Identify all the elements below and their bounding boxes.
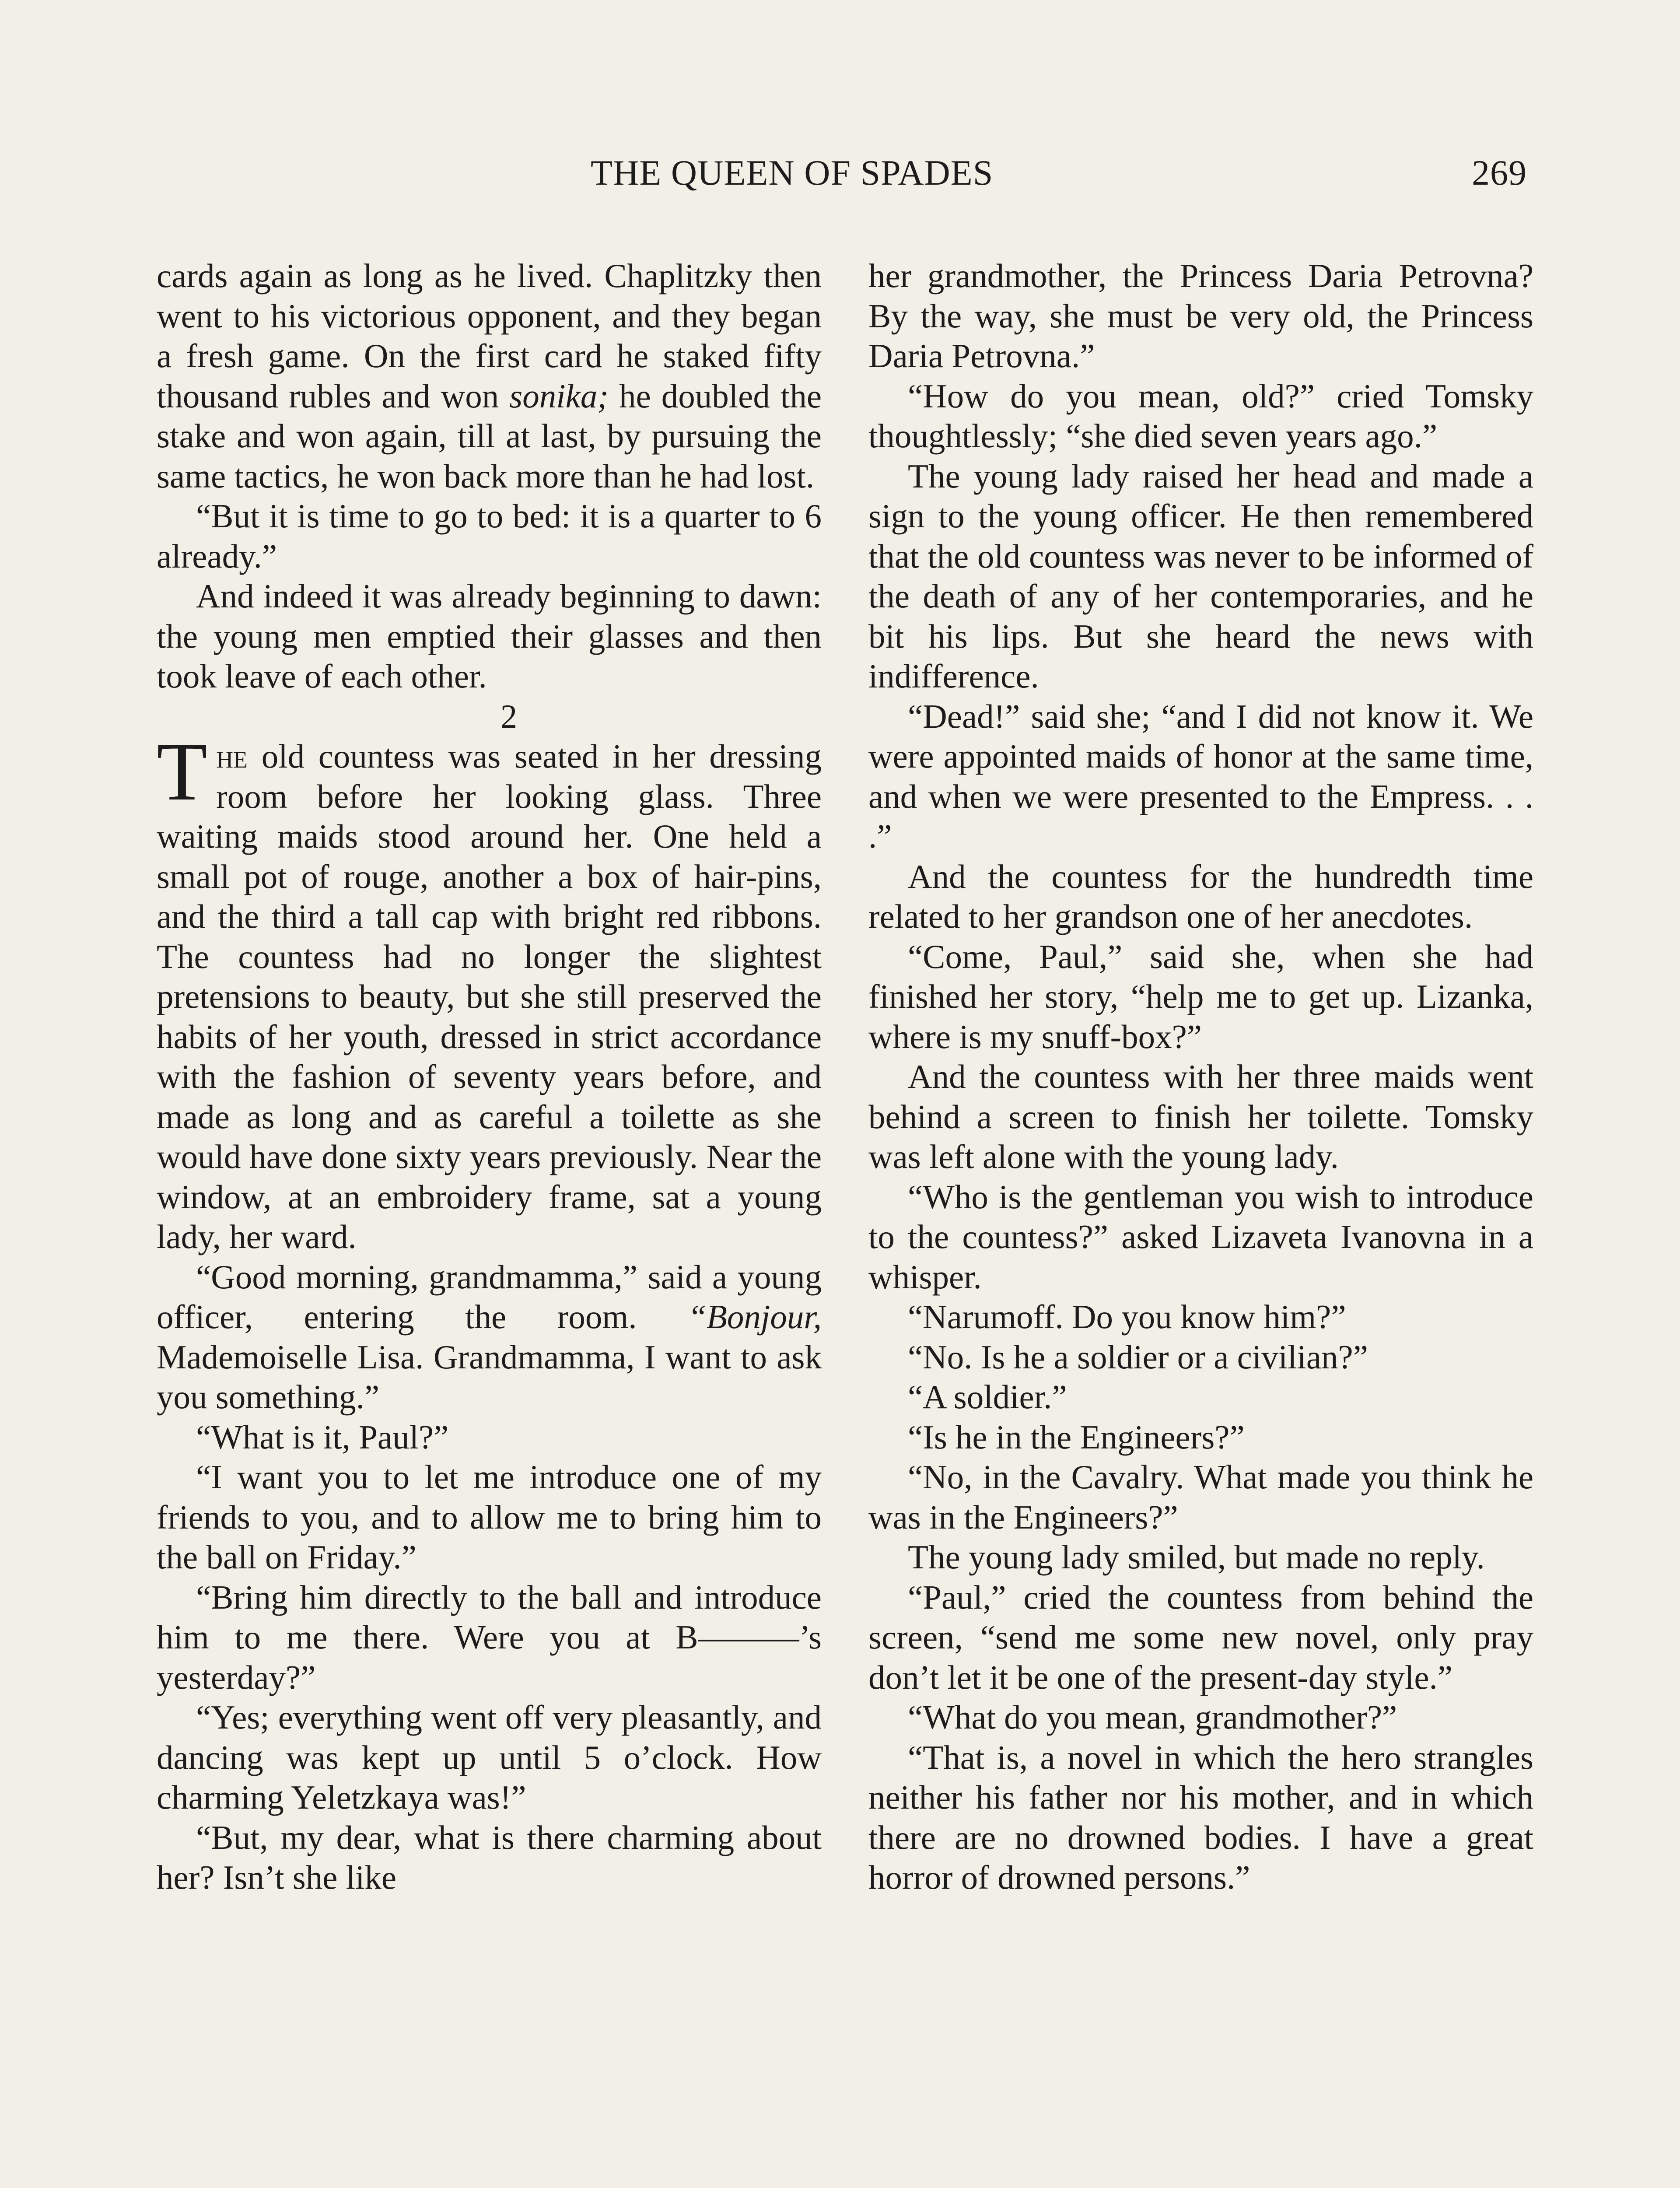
paragraph: “Bring him directly to the ball and introduce him to me there. Were you at B———’s yesterday?” bbox=[157, 1578, 822, 1696]
paragraph: “That is, a novel in which the hero strangles neither his father nor his mother, and in which there are no drowned bodies. I have a great horror of drowned persons.” bbox=[868, 1738, 1533, 1896]
paragraph: And the countess with her three maids went behind a screen to finish her toilette. Tomsky was left alone with the young lady. bbox=[868, 1058, 1533, 1175]
section-number: 2 bbox=[500, 697, 518, 735]
paragraph-text: he doubled the stake and won again, till at last, by pursuing the same tactics, he won back more than he had lost. bbox=[157, 377, 822, 495]
paragraph bbox=[157, 1257, 822, 1417]
paragraph: “Paul,” cried the countess from behind the screen, “send me some new novel, only pray don’t let it be one of the present-day style.” bbox=[868, 1578, 1533, 1696]
paragraph: “Dead!” said she; “and I did not know it. We were appointed maids of honor at the same time, and when we were presented to the Empress. . . .” bbox=[868, 697, 1533, 855]
left-column bbox=[157, 256, 822, 1898]
paragraph: And the countess for the hundredth time related to her grandson one of her anecdotes. bbox=[868, 857, 1533, 935]
small-caps-word: he bbox=[216, 737, 248, 775]
italic-text: “Bonjour, bbox=[688, 1298, 822, 1336]
paragraph: “How do you mean, old?” cried Tomsky thoughtlessly; “she died seven years ago.” bbox=[868, 377, 1533, 455]
paragraph: “But, my dear, what is there charming about her? Isn’t she like bbox=[157, 1818, 822, 1896]
paragraph: “I want you to let me introduce one of my friends to you, and to allow me to bring him to the ball on Friday.” bbox=[157, 1458, 822, 1576]
paragraph: The young lady raised her head and made a sign to the young officer. He then remembered that the old countess was never to be informed of the death of any of her contemporaries, and he bit his lips. But she heard the news with indifference. bbox=[868, 457, 1533, 695]
paragraph: “Yes; everything went off very pleasantly, and dancing was kept up until 5 o’clock. How charming Yeletzkaya was!” bbox=[157, 1698, 822, 1816]
paragraph: “No. Is he a soldier or a civilian?” bbox=[908, 1338, 1368, 1376]
paragraph-text: Mademoiselle Lisa. Grandmamma, I want to ask you something.” bbox=[157, 1338, 822, 1416]
paragraph: “But it is time to go to bed: it is a quarter to 6 already.” bbox=[157, 497, 822, 575]
running-header bbox=[591, 152, 1527, 196]
running-title: THE QUEEN OF SPADES bbox=[591, 153, 994, 193]
page-number: 269 bbox=[1472, 153, 1527, 193]
chapter-opening-paragraph bbox=[157, 726, 822, 1257]
italic-text: sonika; bbox=[509, 377, 609, 415]
paragraph: “Who is the gentleman you wish to introduce to the countess?” asked Lizaveta Ivanovna in a whisper. bbox=[868, 1178, 1533, 1296]
paragraph-text: “Good morning, grandmamma,” said a young officer, entering the room. bbox=[157, 1258, 822, 1336]
right-column bbox=[868, 256, 1533, 1898]
paragraph: “Narumoff. Do you know him?” bbox=[908, 1298, 1346, 1336]
paragraph: “No, in the Cavalry. What made you think he was in the Engineers?” bbox=[868, 1458, 1533, 1536]
paragraph: “A soldier.” bbox=[908, 1378, 1067, 1416]
paragraph: “What is it, Paul?” bbox=[196, 1418, 449, 1456]
drop-cap: T bbox=[157, 726, 208, 818]
paragraph: “Come, Paul,” said she, when she had finished her story, “help me to get up. Lizanka, where is my snuff-box?” bbox=[868, 937, 1533, 1055]
paragraph: her grandmother, the Princess Daria Petrovna? By the way, she must be very old, the Princess Daria Petrovna.” bbox=[868, 257, 1533, 375]
paragraph: “What do you mean, grandmother?” bbox=[908, 1698, 1397, 1736]
paragraph-text: old countess was seated in her dressing room before her looking glass. Three waiting maids stood around her. One held a small pot of rouge, another a box of hair-pins, and the third a tall cap with bright red ribbons. The countess had no longer the slightest pretensions to beauty, but she still preserved the habits of her youth, dressed in strict accordance with the fashion of seventy years before, and made as long and as careful a toilette as she would have done sixty years previously. Near the window, at an embroidery frame, sat a young lady, her ward. bbox=[157, 737, 822, 1255]
paragraph bbox=[157, 256, 822, 496]
paragraph: The young lady smiled, but made no reply. bbox=[908, 1538, 1485, 1576]
paragraph-text: cards again as long as he lived. Chaplitzky then went to his victorious opponent, and they began a fresh game. On the first card he staked fifty thousand rubles and won bbox=[157, 257, 822, 415]
paragraph: “Is he in the Engineers?” bbox=[908, 1418, 1245, 1456]
paragraph: And indeed it was already beginning to dawn: the young men emptied their glasses and then took leave of each other. bbox=[157, 577, 822, 695]
